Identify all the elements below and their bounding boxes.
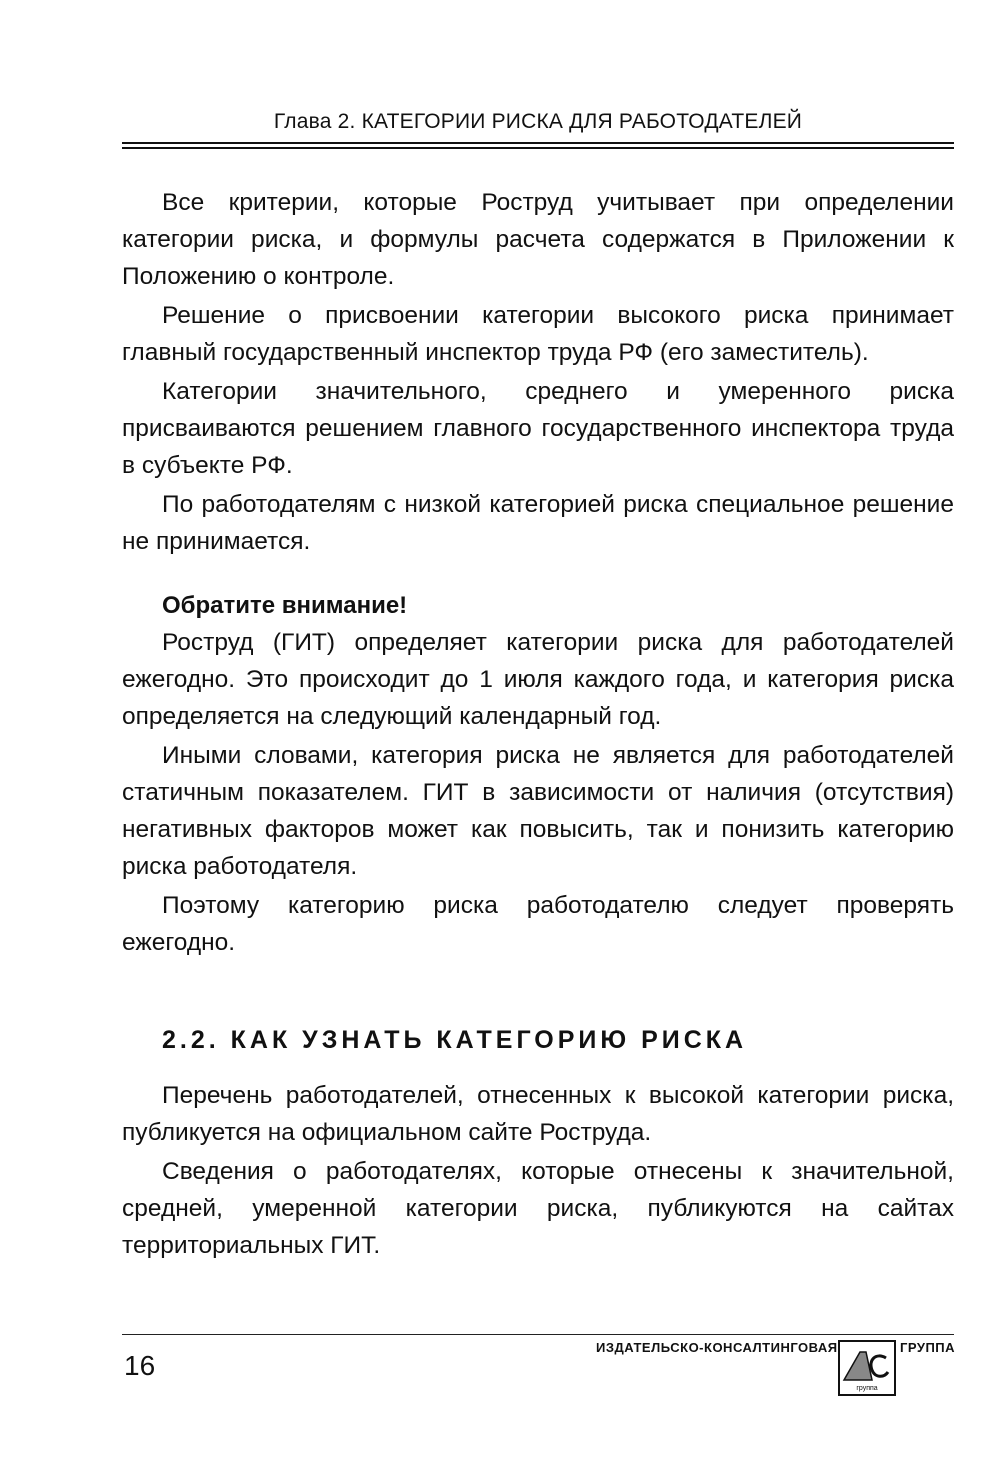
- section-2-body: [122, 1077, 954, 1264]
- logo-sub-text: группа: [856, 1385, 878, 1392]
- paragraph: Роструд (ГИТ) определяет категории риска для работодателей ежегодно. Это происходит до 1 июля каждого года, и категория риска определяется на следующий календарный год.: [122, 629, 954, 730]
- paragraph: По работодателям с низкой категорией риска специальное решение не принимается.: [122, 491, 954, 555]
- paragraph: Перечень работодателей, отнесенных к высокой категории риска, публикуется на официальном сайте Роструда.: [122, 1082, 954, 1146]
- section-heading: 2.2. КАК УЗНАТЬ КАТЕГОРИЮ РИСКА: [162, 1026, 748, 1054]
- page-number: 16: [124, 1350, 156, 1381]
- notice-body: [122, 624, 954, 961]
- paragraph: Решение о присвоении категории высокого риска принимает главный государственный инспектор труда РФ (его заместитель).: [122, 302, 954, 366]
- footer-rule: [122, 1334, 954, 1335]
- paragraph: Сведения о работодателях, которые отнесены к значительной, средней, умеренной категории риска, публикуются на сайтах территориальных ГИТ.: [122, 1158, 954, 1259]
- publisher-logo-icon: [838, 1340, 896, 1396]
- running-header-title: Глава 2. КАТЕГОРИИ РИСКА ДЛЯ РАБОТОДАТЕЛЕЙ: [273, 110, 803, 133]
- paragraph: Поэтому категорию риска работодателю следует проверять ежегодно.: [122, 892, 954, 956]
- paragraph: Все критерии, которые Роструд учитывает при определении категории риска, и формулы расчета содержатся в Приложении к Положению о контроле.: [122, 189, 954, 290]
- paragraph: Категории значительного, среднего и умеренного риска присваиваются решением главного государственного инспектора труда в субъекте РФ.: [122, 378, 954, 479]
- paragraph: Иными словами, категория риска не является для работодателей статичным показателем. ГИТ в зависимости от наличия (отсутствия) негативных факторов может как повысить, так и понизить категорию риска работодателя.: [122, 742, 954, 880]
- header-double-rule: [122, 142, 954, 149]
- publisher-name-left: ИЗДАТЕЛЬСКО-КОНСАЛТИНГОВАЯ: [596, 1340, 838, 1355]
- notice-title: Обратите внимание!: [162, 592, 408, 619]
- publisher-name-right: ГРУППА: [900, 1340, 956, 1355]
- section-1-body: [122, 184, 954, 560]
